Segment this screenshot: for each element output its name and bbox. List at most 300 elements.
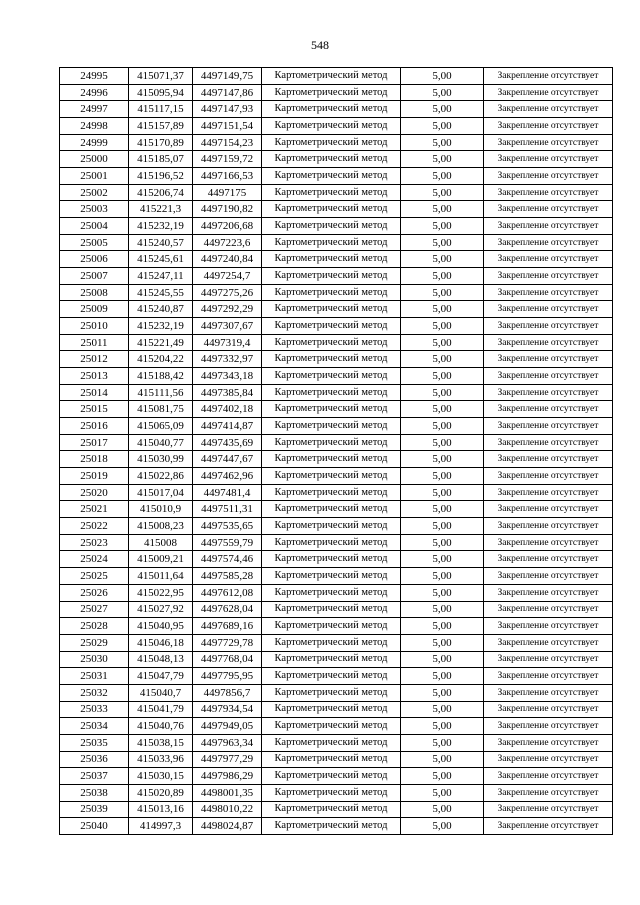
accuracy-cell: 5,00 <box>401 268 484 285</box>
y-coordinate-cell: 4497343,18 <box>193 368 262 385</box>
accuracy-cell: 5,00 <box>401 451 484 468</box>
method-cell: Картометрический метод <box>262 151 401 168</box>
point-number-cell: 25025 <box>60 568 129 585</box>
y-coordinate-cell: 4497949,05 <box>193 718 262 735</box>
method-cell: Картометрический метод <box>262 401 401 418</box>
y-coordinate-cell: 4497240,84 <box>193 251 262 268</box>
point-number-cell: 25024 <box>60 551 129 568</box>
y-coordinate-cell: 4497385,84 <box>193 384 262 401</box>
y-coordinate-cell: 4497223,6 <box>193 234 262 251</box>
fixing-description-cell: Закрепление отсутствует <box>484 751 613 768</box>
accuracy-cell: 5,00 <box>401 168 484 185</box>
method-cell: Картометрический метод <box>262 701 401 718</box>
point-number-cell: 25018 <box>60 451 129 468</box>
point-number-cell: 25008 <box>60 284 129 301</box>
fixing-description-cell: Закрепление отсутствует <box>484 68 613 85</box>
method-cell: Картометрический метод <box>262 651 401 668</box>
accuracy-cell: 5,00 <box>401 301 484 318</box>
point-number-cell: 25032 <box>60 684 129 701</box>
method-cell: Картометрический метод <box>262 218 401 235</box>
table-row <box>60 601 613 618</box>
y-coordinate-cell: 4497986,29 <box>193 768 262 785</box>
accuracy-cell: 5,00 <box>401 251 484 268</box>
x-coordinate-cell: 415038,15 <box>129 734 193 751</box>
fixing-description-cell: Закрепление отсутствует <box>484 301 613 318</box>
point-number-cell: 24995 <box>60 68 129 85</box>
x-coordinate-cell: 415221,3 <box>129 201 193 218</box>
point-number-cell: 25035 <box>60 734 129 751</box>
y-coordinate-cell: 4497292,29 <box>193 301 262 318</box>
method-cell: Картометрический метод <box>262 618 401 635</box>
accuracy-cell: 5,00 <box>401 501 484 518</box>
accuracy-cell: 5,00 <box>401 751 484 768</box>
method-cell: Картометрический метод <box>262 518 401 535</box>
fixing-description-cell: Закрепление отсутствует <box>484 668 613 685</box>
accuracy-cell: 5,00 <box>401 184 484 201</box>
y-coordinate-cell: 4497559,79 <box>193 534 262 551</box>
x-coordinate-cell: 415095,94 <box>129 84 193 101</box>
point-number-cell: 24996 <box>60 84 129 101</box>
method-cell: Картометрический метод <box>262 384 401 401</box>
point-number-cell: 25030 <box>60 651 129 668</box>
fixing-description-cell: Закрепление отсутствует <box>484 184 613 201</box>
y-coordinate-cell: 4497190,82 <box>193 201 262 218</box>
method-cell: Картометрический метод <box>262 634 401 651</box>
method-cell: Картометрический метод <box>262 468 401 485</box>
point-number-cell: 25021 <box>60 501 129 518</box>
table-row <box>60 301 613 318</box>
y-coordinate-cell: 4497535,65 <box>193 518 262 535</box>
x-coordinate-cell: 415033,96 <box>129 751 193 768</box>
y-coordinate-cell: 4497307,67 <box>193 318 262 335</box>
y-coordinate-cell: 4497154,23 <box>193 134 262 151</box>
y-coordinate-cell: 4498001,35 <box>193 784 262 801</box>
point-number-cell: 25029 <box>60 634 129 651</box>
point-number-cell: 25013 <box>60 368 129 385</box>
accuracy-cell: 5,00 <box>401 734 484 751</box>
table-row <box>60 501 613 518</box>
table-row <box>60 351 613 368</box>
method-cell: Картометрический метод <box>262 768 401 785</box>
fixing-description-cell: Закрепление отсутствует <box>484 418 613 435</box>
table-row <box>60 401 613 418</box>
x-coordinate-cell: 415040,76 <box>129 718 193 735</box>
x-coordinate-cell: 414997,3 <box>129 818 193 835</box>
accuracy-cell: 5,00 <box>401 151 484 168</box>
y-coordinate-cell: 4497795,95 <box>193 668 262 685</box>
method-cell: Картометрический метод <box>262 568 401 585</box>
fixing-description-cell: Закрепление отсутствует <box>484 268 613 285</box>
method-cell: Картометрический метод <box>262 301 401 318</box>
point-number-cell: 24998 <box>60 118 129 135</box>
x-coordinate-cell: 415041,79 <box>129 701 193 718</box>
fixing-description-cell: Закрепление отсутствует <box>484 584 613 601</box>
point-number-cell: 25001 <box>60 168 129 185</box>
y-coordinate-cell: 4497689,16 <box>193 618 262 635</box>
fixing-description-cell: Закрепление отсутствует <box>484 518 613 535</box>
y-coordinate-cell: 4497254,7 <box>193 268 262 285</box>
method-cell: Картометрический метод <box>262 184 401 201</box>
y-coordinate-cell: 4497481,4 <box>193 484 262 501</box>
table-row <box>60 718 613 735</box>
fixing-description-cell: Закрепление отсутствует <box>484 701 613 718</box>
method-cell: Картометрический метод <box>262 451 401 468</box>
point-number-cell: 25033 <box>60 701 129 718</box>
fixing-description-cell: Закрепление отсутствует <box>484 318 613 335</box>
accuracy-cell: 5,00 <box>401 701 484 718</box>
point-number-cell: 25020 <box>60 484 129 501</box>
table-row <box>60 418 613 435</box>
accuracy-cell: 5,00 <box>401 318 484 335</box>
fixing-description-cell: Закрепление отсутствует <box>484 351 613 368</box>
fixing-description-cell: Закрепление отсутствует <box>484 784 613 801</box>
table-row <box>60 468 613 485</box>
x-coordinate-cell: 415030,99 <box>129 451 193 468</box>
x-coordinate-cell: 415221,49 <box>129 334 193 351</box>
accuracy-cell: 5,00 <box>401 118 484 135</box>
fixing-description-cell: Закрепление отсутствует <box>484 468 613 485</box>
y-coordinate-cell: 4497574,46 <box>193 551 262 568</box>
table-row <box>60 801 613 818</box>
method-cell: Картометрический метод <box>262 418 401 435</box>
y-coordinate-cell: 4497402,18 <box>193 401 262 418</box>
fixing-description-cell: Закрепление отсутствует <box>484 801 613 818</box>
point-number-cell: 25009 <box>60 301 129 318</box>
method-cell: Картометрический метод <box>262 201 401 218</box>
method-cell: Картометрический метод <box>262 134 401 151</box>
x-coordinate-cell: 415008 <box>129 534 193 551</box>
x-coordinate-cell: 415040,7 <box>129 684 193 701</box>
method-cell: Картометрический метод <box>262 234 401 251</box>
y-coordinate-cell: 4497332,97 <box>193 351 262 368</box>
accuracy-cell: 5,00 <box>401 368 484 385</box>
method-cell: Картометрический метод <box>262 484 401 501</box>
table-row <box>60 268 613 285</box>
x-coordinate-cell: 415240,57 <box>129 234 193 251</box>
accuracy-cell: 5,00 <box>401 484 484 501</box>
point-number-cell: 25038 <box>60 784 129 801</box>
fixing-description-cell: Закрепление отсутствует <box>484 534 613 551</box>
table-row <box>60 568 613 585</box>
point-number-cell: 25002 <box>60 184 129 201</box>
point-number-cell: 24997 <box>60 101 129 118</box>
fixing-description-cell: Закрепление отсутствует <box>484 101 613 118</box>
method-cell: Картометрический метод <box>262 718 401 735</box>
method-cell: Картометрический метод <box>262 368 401 385</box>
method-cell: Картометрический метод <box>262 501 401 518</box>
coordinates-table <box>59 67 613 835</box>
table-row <box>60 234 613 251</box>
table-row <box>60 384 613 401</box>
accuracy-cell: 5,00 <box>401 351 484 368</box>
x-coordinate-cell: 415196,52 <box>129 168 193 185</box>
point-number-cell: 25012 <box>60 351 129 368</box>
point-number-cell: 25037 <box>60 768 129 785</box>
fixing-description-cell: Закрепление отсутствует <box>484 551 613 568</box>
y-coordinate-cell: 4497166,53 <box>193 168 262 185</box>
point-number-cell: 25026 <box>60 584 129 601</box>
fixing-description-cell: Закрепление отсутствует <box>484 568 613 585</box>
table-row <box>60 751 613 768</box>
accuracy-cell: 5,00 <box>401 68 484 85</box>
point-number-cell: 25003 <box>60 201 129 218</box>
fixing-description-cell: Закрепление отсутствует <box>484 284 613 301</box>
y-coordinate-cell: 4498010,22 <box>193 801 262 818</box>
x-coordinate-cell: 415240,87 <box>129 301 193 318</box>
fixing-description-cell: Закрепление отсутствует <box>484 718 613 735</box>
point-number-cell: 25004 <box>60 218 129 235</box>
x-coordinate-cell: 415030,15 <box>129 768 193 785</box>
accuracy-cell: 5,00 <box>401 684 484 701</box>
x-coordinate-cell: 415157,89 <box>129 118 193 135</box>
accuracy-cell: 5,00 <box>401 518 484 535</box>
accuracy-cell: 5,00 <box>401 634 484 651</box>
accuracy-cell: 5,00 <box>401 568 484 585</box>
x-coordinate-cell: 415040,77 <box>129 434 193 451</box>
table-row <box>60 618 613 635</box>
accuracy-cell: 5,00 <box>401 668 484 685</box>
table-row <box>60 118 613 135</box>
fixing-description-cell: Закрепление отсутствует <box>484 651 613 668</box>
x-coordinate-cell: 415204,22 <box>129 351 193 368</box>
x-coordinate-cell: 415022,95 <box>129 584 193 601</box>
accuracy-cell: 5,00 <box>401 768 484 785</box>
accuracy-cell: 5,00 <box>401 134 484 151</box>
accuracy-cell: 5,00 <box>401 534 484 551</box>
y-coordinate-cell: 4497149,75 <box>193 68 262 85</box>
table-row <box>60 84 613 101</box>
accuracy-cell: 5,00 <box>401 101 484 118</box>
fixing-description-cell: Закрепление отсутствует <box>484 134 613 151</box>
fixing-description-cell: Закрепление отсутствует <box>484 601 613 618</box>
y-coordinate-cell: 4497977,29 <box>193 751 262 768</box>
fixing-description-cell: Закрепление отсутствует <box>484 484 613 501</box>
point-number-cell: 24999 <box>60 134 129 151</box>
table-row <box>60 651 613 668</box>
y-coordinate-cell: 4497768,04 <box>193 651 262 668</box>
point-number-cell: 25006 <box>60 251 129 268</box>
point-number-cell: 25023 <box>60 534 129 551</box>
accuracy-cell: 5,00 <box>401 218 484 235</box>
method-cell: Картометрический метод <box>262 168 401 185</box>
table-row <box>60 368 613 385</box>
method-cell: Картометрический метод <box>262 318 401 335</box>
method-cell: Картометрический метод <box>262 101 401 118</box>
point-number-cell: 25005 <box>60 234 129 251</box>
y-coordinate-cell: 4497414,87 <box>193 418 262 435</box>
accuracy-cell: 5,00 <box>401 718 484 735</box>
method-cell: Картометрический метод <box>262 84 401 101</box>
x-coordinate-cell: 415010,9 <box>129 501 193 518</box>
accuracy-cell: 5,00 <box>401 201 484 218</box>
point-number-cell: 25022 <box>60 518 129 535</box>
table-row <box>60 101 613 118</box>
table-row <box>60 768 613 785</box>
table-row <box>60 784 613 801</box>
method-cell: Картометрический метод <box>262 734 401 751</box>
fixing-description-cell: Закрепление отсутствует <box>484 234 613 251</box>
y-coordinate-cell: 4497963,34 <box>193 734 262 751</box>
y-coordinate-cell: 4498024,87 <box>193 818 262 835</box>
method-cell: Картометрический метод <box>262 68 401 85</box>
fixing-description-cell: Закрепление отсутствует <box>484 734 613 751</box>
table-row <box>60 284 613 301</box>
method-cell: Картометрический метод <box>262 251 401 268</box>
x-coordinate-cell: 415065,09 <box>129 418 193 435</box>
y-coordinate-cell: 4497435,69 <box>193 434 262 451</box>
point-number-cell: 25016 <box>60 418 129 435</box>
point-number-cell: 25031 <box>60 668 129 685</box>
method-cell: Картометрический метод <box>262 668 401 685</box>
table-row <box>60 251 613 268</box>
fixing-description-cell: Закрепление отсутствует <box>484 84 613 101</box>
y-coordinate-cell: 4497319,4 <box>193 334 262 351</box>
x-coordinate-cell: 415017,04 <box>129 484 193 501</box>
table-row <box>60 518 613 535</box>
accuracy-cell: 5,00 <box>401 334 484 351</box>
method-cell: Картометрический метод <box>262 551 401 568</box>
method-cell: Картометрический метод <box>262 751 401 768</box>
y-coordinate-cell: 4497612,08 <box>193 584 262 601</box>
fixing-description-cell: Закрепление отсутствует <box>484 684 613 701</box>
accuracy-cell: 5,00 <box>401 418 484 435</box>
table-row <box>60 168 613 185</box>
point-number-cell: 25017 <box>60 434 129 451</box>
x-coordinate-cell: 415027,92 <box>129 601 193 618</box>
fixing-description-cell: Закрепление отсутствует <box>484 618 613 635</box>
accuracy-cell: 5,00 <box>401 818 484 835</box>
fixing-description-cell: Закрепление отсутствует <box>484 634 613 651</box>
fixing-description-cell: Закрепление отсутствует <box>484 768 613 785</box>
y-coordinate-cell: 4497729,78 <box>193 634 262 651</box>
point-number-cell: 25007 <box>60 268 129 285</box>
accuracy-cell: 5,00 <box>401 651 484 668</box>
fixing-description-cell: Закрепление отсутствует <box>484 434 613 451</box>
table-row <box>60 668 613 685</box>
method-cell: Картометрический метод <box>262 118 401 135</box>
x-coordinate-cell: 415022,86 <box>129 468 193 485</box>
page-number: 548 <box>311 38 329 52</box>
table-row <box>60 551 613 568</box>
fixing-description-cell: Закрепление отсутствует <box>484 168 613 185</box>
accuracy-cell: 5,00 <box>401 468 484 485</box>
table-row <box>60 68 613 85</box>
point-number-cell: 25034 <box>60 718 129 735</box>
accuracy-cell: 5,00 <box>401 434 484 451</box>
accuracy-cell: 5,00 <box>401 618 484 635</box>
x-coordinate-cell: 415008,23 <box>129 518 193 535</box>
point-number-cell: 25011 <box>60 334 129 351</box>
coordinates-table-body <box>60 68 613 835</box>
x-coordinate-cell: 415245,55 <box>129 284 193 301</box>
point-number-cell: 25014 <box>60 384 129 401</box>
method-cell: Картометрический метод <box>262 584 401 601</box>
table-row <box>60 584 613 601</box>
table-row <box>60 818 613 835</box>
y-coordinate-cell: 4497628,04 <box>193 601 262 618</box>
x-coordinate-cell: 415232,19 <box>129 218 193 235</box>
accuracy-cell: 5,00 <box>401 584 484 601</box>
method-cell: Картометрический метод <box>262 268 401 285</box>
x-coordinate-cell: 415071,37 <box>129 68 193 85</box>
accuracy-cell: 5,00 <box>401 284 484 301</box>
method-cell: Картометрический метод <box>262 784 401 801</box>
point-number-cell: 25010 <box>60 318 129 335</box>
x-coordinate-cell: 415185,07 <box>129 151 193 168</box>
table-row <box>60 634 613 651</box>
y-coordinate-cell: 4497462,96 <box>193 468 262 485</box>
x-coordinate-cell: 415247,11 <box>129 268 193 285</box>
x-coordinate-cell: 415048,13 <box>129 651 193 668</box>
table-row <box>60 134 613 151</box>
accuracy-cell: 5,00 <box>401 601 484 618</box>
x-coordinate-cell: 415013,16 <box>129 801 193 818</box>
fixing-description-cell: Закрепление отсутствует <box>484 368 613 385</box>
fixing-description-cell: Закрепление отсутствует <box>484 384 613 401</box>
y-coordinate-cell: 4497856,7 <box>193 684 262 701</box>
method-cell: Картометрический метод <box>262 434 401 451</box>
y-coordinate-cell: 4497175 <box>193 184 262 201</box>
x-coordinate-cell: 415047,79 <box>129 668 193 685</box>
x-coordinate-cell: 415232,19 <box>129 318 193 335</box>
method-cell: Картометрический метод <box>262 284 401 301</box>
y-coordinate-cell: 4497447,67 <box>193 451 262 468</box>
y-coordinate-cell: 4497147,93 <box>193 101 262 118</box>
x-coordinate-cell: 415081,75 <box>129 401 193 418</box>
fixing-description-cell: Закрепление отсутствует <box>484 218 613 235</box>
x-coordinate-cell: 415040,95 <box>129 618 193 635</box>
point-number-cell: 25027 <box>60 601 129 618</box>
table-row <box>60 701 613 718</box>
table-row <box>60 684 613 701</box>
point-number-cell: 25028 <box>60 618 129 635</box>
x-coordinate-cell: 415111,56 <box>129 384 193 401</box>
method-cell: Картометрический метод <box>262 684 401 701</box>
method-cell: Картометрический метод <box>262 351 401 368</box>
x-coordinate-cell: 415020,89 <box>129 784 193 801</box>
point-number-cell: 25040 <box>60 818 129 835</box>
point-number-cell: 25036 <box>60 751 129 768</box>
method-cell: Картометрический метод <box>262 534 401 551</box>
x-coordinate-cell: 415046,18 <box>129 634 193 651</box>
accuracy-cell: 5,00 <box>401 84 484 101</box>
fixing-description-cell: Закрепление отсутствует <box>484 401 613 418</box>
fixing-description-cell: Закрепление отсутствует <box>484 818 613 835</box>
x-coordinate-cell: 415188,42 <box>129 368 193 385</box>
fixing-description-cell: Закрепление отсутствует <box>484 151 613 168</box>
accuracy-cell: 5,00 <box>401 384 484 401</box>
y-coordinate-cell: 4497206,68 <box>193 218 262 235</box>
point-number-cell: 25000 <box>60 151 129 168</box>
table-row <box>60 334 613 351</box>
method-cell: Картометрический метод <box>262 601 401 618</box>
method-cell: Картометрический метод <box>262 801 401 818</box>
x-coordinate-cell: 415206,74 <box>129 184 193 201</box>
accuracy-cell: 5,00 <box>401 784 484 801</box>
y-coordinate-cell: 4497275,26 <box>193 284 262 301</box>
accuracy-cell: 5,00 <box>401 234 484 251</box>
x-coordinate-cell: 415009,21 <box>129 551 193 568</box>
y-coordinate-cell: 4497159,72 <box>193 151 262 168</box>
table-row <box>60 484 613 501</box>
accuracy-cell: 5,00 <box>401 551 484 568</box>
table-row <box>60 451 613 468</box>
accuracy-cell: 5,00 <box>401 401 484 418</box>
method-cell: Картометрический метод <box>262 334 401 351</box>
table-row <box>60 201 613 218</box>
table-row <box>60 318 613 335</box>
x-coordinate-cell: 415011,64 <box>129 568 193 585</box>
